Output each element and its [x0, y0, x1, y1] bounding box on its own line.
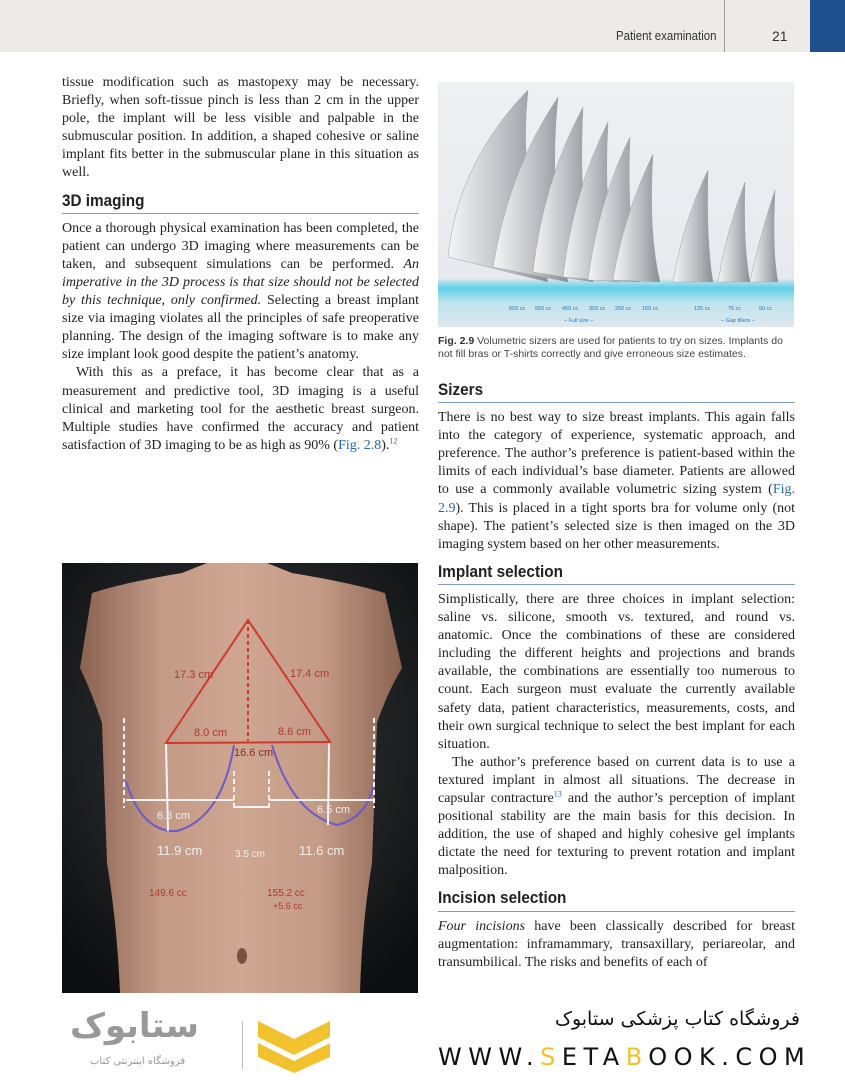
volume-label: 149.6 cc	[149, 888, 187, 899]
size-label: 350 cc	[589, 306, 606, 312]
size-label: 650 cc	[509, 306, 526, 312]
size-label: 450 cc	[562, 306, 579, 312]
measure-label: 11.9 cm	[157, 843, 203, 858]
heading-3d-imaging: 3D imaging	[62, 192, 419, 214]
store-url[interactable]: WWW.SETABOOK.COM	[438, 1043, 812, 1071]
left-column	[62, 74, 419, 455]
figure-2-9-caption: Fig. 2.9 Volumetric sizers are used for patients to try on sizes. Implants do not fill bras or T-shirts correctly and give erroneous size estimates.	[438, 335, 783, 360]
measure-label: 3.5 cm	[235, 849, 266, 860]
chapter-tab	[810, 0, 845, 52]
running-header	[0, 0, 845, 52]
navel	[237, 948, 247, 964]
logo-wordmark: ستابوک	[70, 1006, 199, 1046]
group-label: – Full size –	[564, 318, 594, 324]
page-number: 21	[772, 28, 788, 44]
measure-label: 11.6 cm	[299, 843, 345, 858]
measure-label: 17.4 cm	[290, 668, 330, 680]
heading-implant-selection: Implant selection	[438, 563, 795, 585]
group-label: – Gap fillers –	[721, 318, 755, 324]
header-divider	[724, 0, 725, 52]
paragraph: tissue modification such as mastopexy may be necessary. Briefly, when soft-tissue pinch is less than 2 cm in the upper pole, the implant will be less visible and palpable in the submuscular position. In addition, a shaped cohesive or saline implant fits better in the submuscular plane in this situation as well.	[62, 75, 419, 181]
size-label: 50 cc	[759, 306, 773, 312]
reference[interactable]: 13	[553, 789, 562, 799]
paragraph: Simplistically, there are three choices in implant selection: saline vs. silicone, smooth vs. textured, and round vs. anatomic. Once the combinations of these are considered including the different heights and projections and brands available, the combinations are essentially too numerous to count. Each surgeon must evaluate the currently available safety data, patient characteristics, measurements, costs, and their own surgical technique to select the best implant for each situation.	[438, 591, 795, 752]
right-column	[438, 381, 795, 972]
size-label: 75 cc	[728, 306, 742, 312]
measure-label: 8.0 cm	[194, 727, 228, 739]
paragraph: There is no best way to size breast implants. This again falls into the category of experience, systematic approach, and preference. The author’s preference is patient-based within the limits of each individual’s base diameter. Patients are allowed to use a commonly available volumetric sizing system (Fig. 2.9). This is placed in a tight sports bra for volume only (not shape). The patient’s selected size is then imaged on the 3D imaging system based on her other measurements.	[438, 410, 795, 552]
heading-incision-selection: Incision selection	[438, 889, 795, 911]
heading-sizers: Sizers	[438, 381, 795, 403]
paragraph: Once a thorough physical examination has been completed, the patient can undergo 3D imaging where measurements can be taken, and subsequent simulations can be performed. An imperative in the 3D process is that size should not be selected by this technique, only confirmed. Selecting a breast implant size via imaging violates all the principles of safe preoperative planning. The design of the imaging software is to make any size implant look good despite the patient’s anatomy.	[62, 220, 419, 363]
store-title: فروشگاه کتاب پزشکی ستابوک	[554, 1008, 800, 1030]
measure-label: 8.6 cm	[278, 726, 312, 738]
figure-2-8-3d-image	[62, 563, 418, 993]
size-label: 125 cc	[694, 306, 711, 312]
section-title: Patient examination	[616, 28, 717, 43]
fig-2-9-link[interactable]: Fig. 2.9	[438, 482, 795, 516]
size-label: 150 cc	[642, 306, 659, 312]
volume-label: 155.2 cc	[267, 888, 305, 899]
measure-label: 16.6 cm	[234, 747, 274, 759]
paragraph: With this as a preface, it has become clear that as a measurement and predictive tool, 3D imaging is a useful clinical and marketing tool for the aesthetic breast surgeon. Multiple studies have confirmed the accuracy and patient satisfaction of 3D imaging to be as high as 90% (Fig. 2.8).$^{12}$	[62, 365, 419, 453]
watermark-footer	[0, 993, 845, 1080]
reference[interactable]: 12	[389, 436, 398, 446]
measure-label: 6.8 cm	[157, 810, 191, 822]
figure-2-9-sizers	[438, 82, 794, 327]
volume-label: +5.6 cc	[273, 901, 303, 911]
paragraph: Four incisions have been classically described for breast augmentation: inframammary, transaxillary, periareolar, and transumbilical. The risks and benefits of each of	[438, 918, 796, 970]
measure-label: 17.3 cm	[174, 669, 214, 681]
logo-chevron-icon	[258, 1021, 330, 1073]
measure-label: 6.5 cm	[317, 804, 351, 816]
size-label: 250 cc	[615, 306, 632, 312]
paragraph: The author’s preference based on current data is to use a textured implant in almost all situations. The decrease in capsular contracture$^{13}$ and the author’s perception of implant positional stability are the main basis for this decision. In addition, the use of shaped and highly cohesive gel implants dictate the need for texturing to prevent rotation and implant malposition.	[438, 754, 795, 879]
size-label: 550 cc	[535, 306, 552, 312]
logo-divider	[242, 1021, 243, 1069]
fig-2-8-link[interactable]: Fig. 2.8	[338, 437, 382, 453]
logo-subtitle: فروشگاه اینترنتی کتاب	[90, 1056, 186, 1067]
